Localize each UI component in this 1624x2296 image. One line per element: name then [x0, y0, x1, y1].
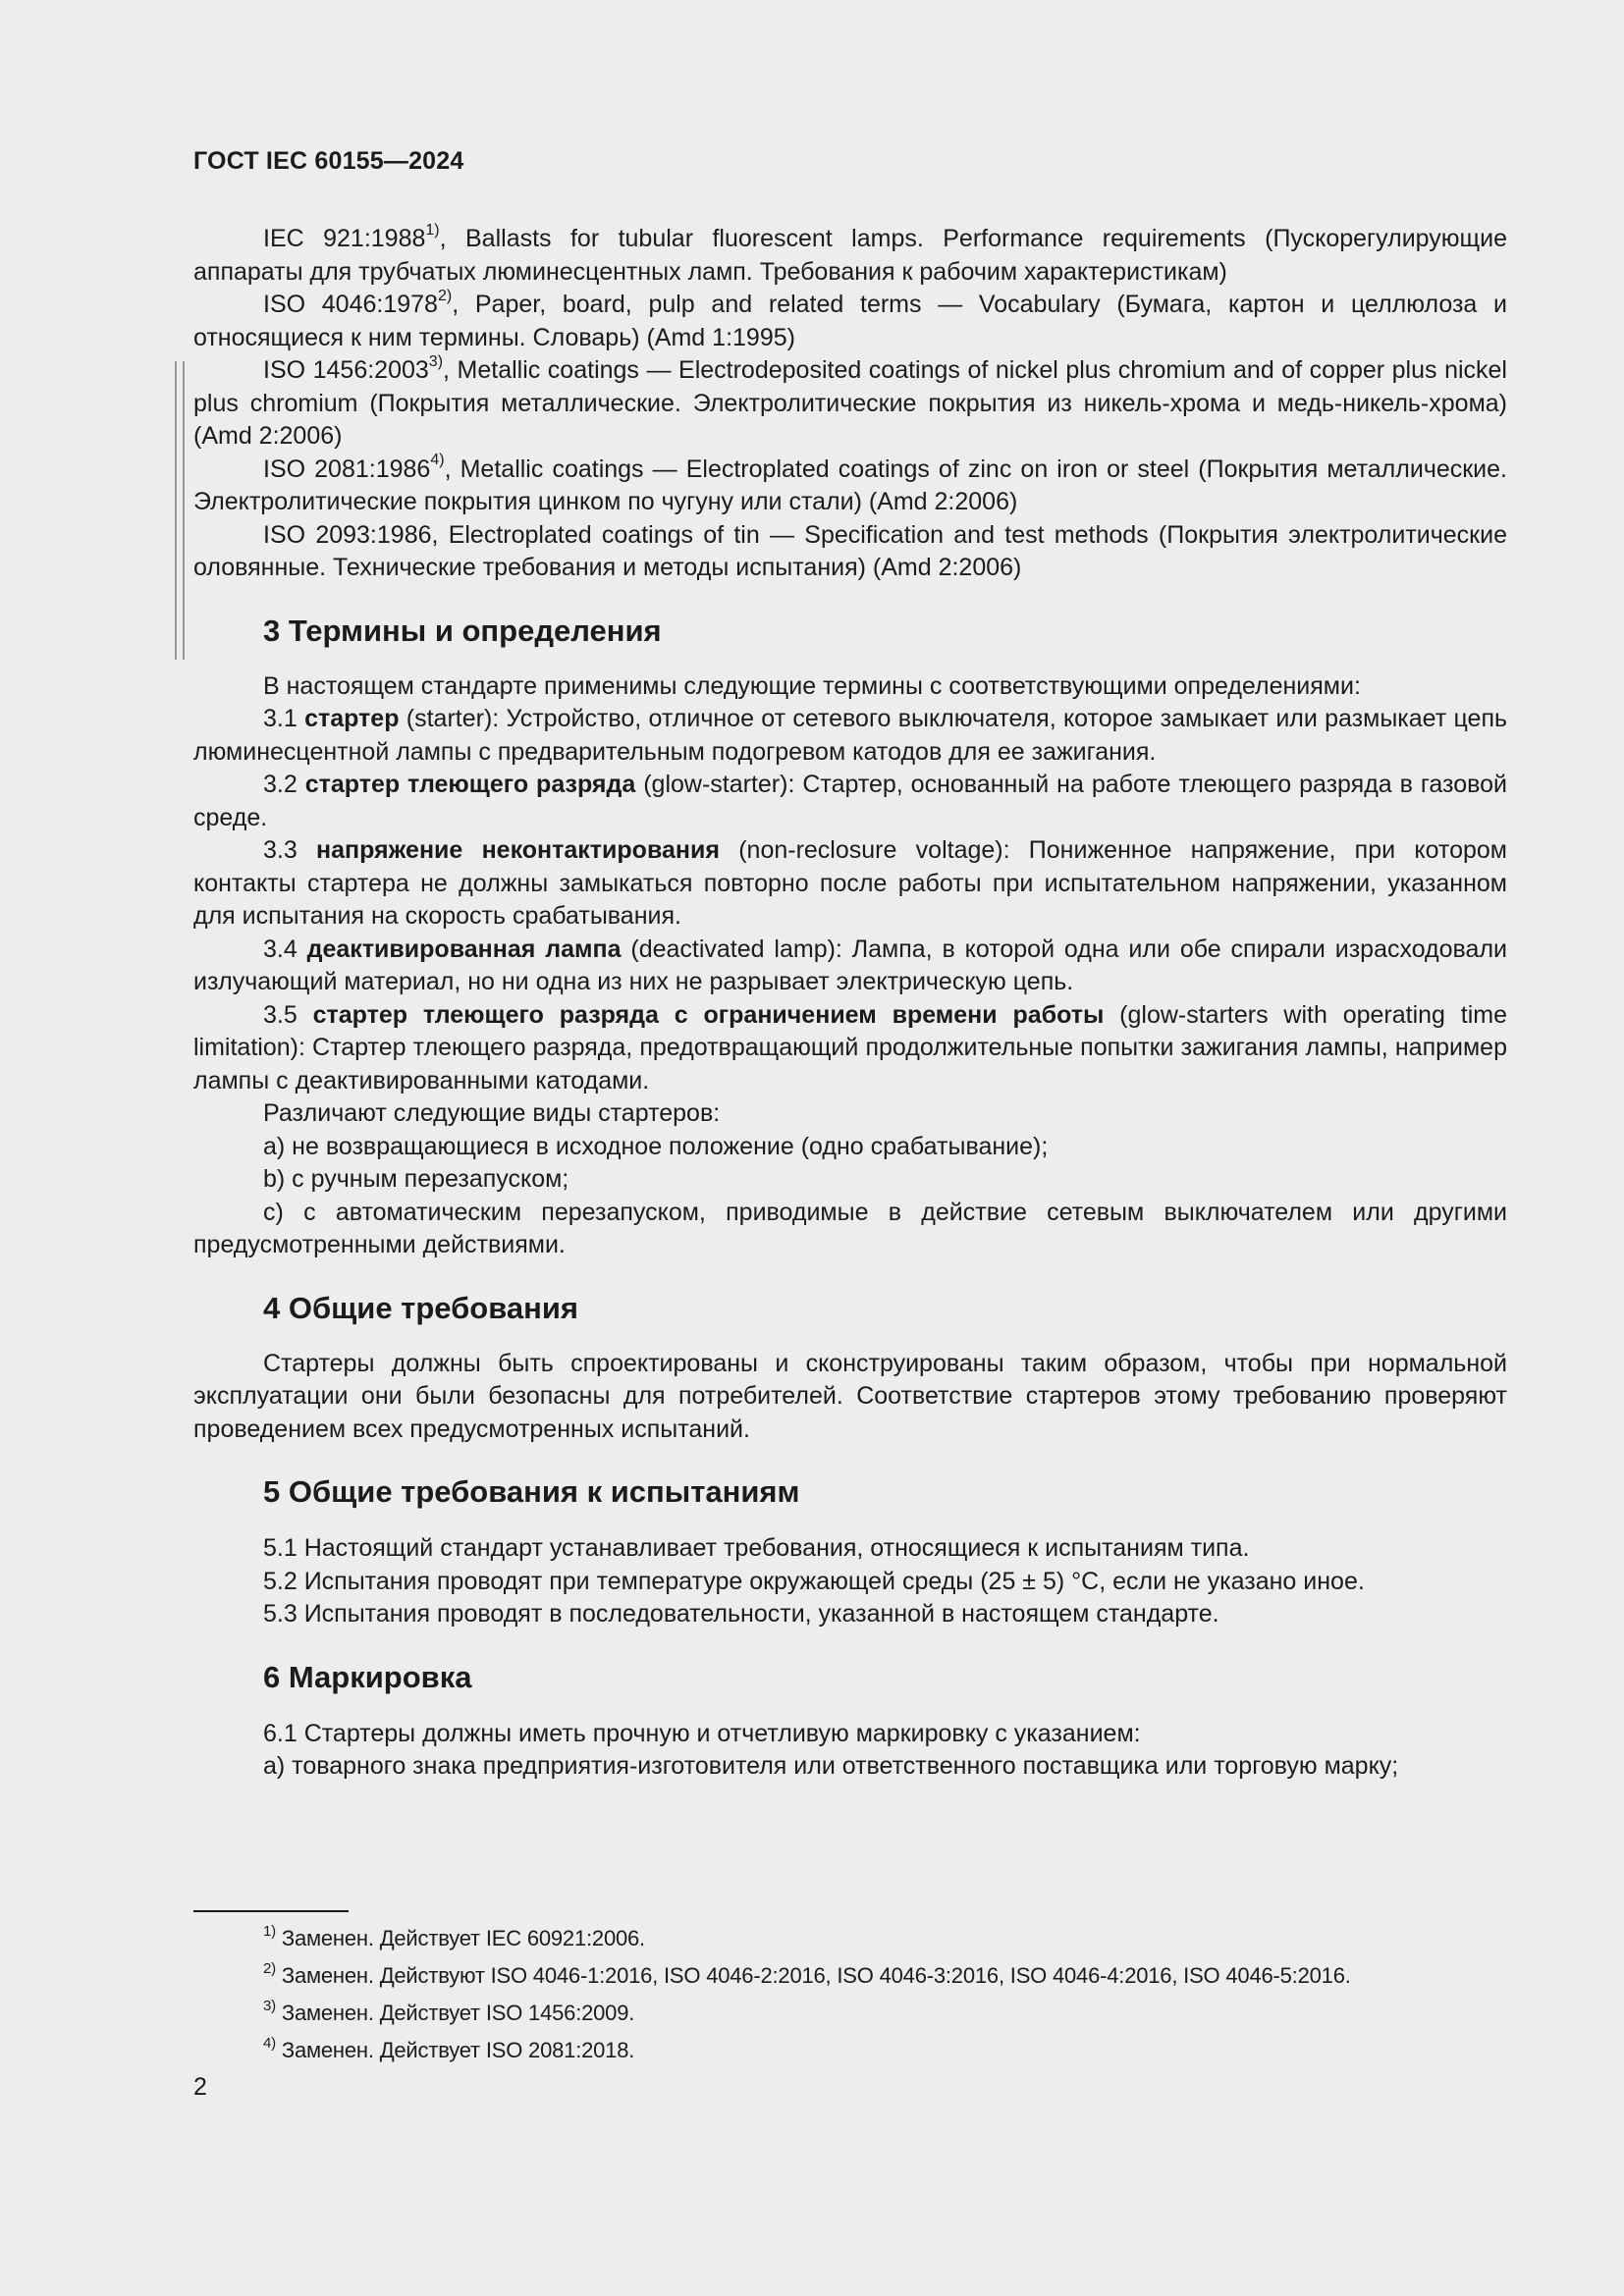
- term-name: напряжение неконтактирования: [316, 836, 720, 864]
- starter-kind-item: a) не возвращающиеся в исходное положение (одно срабатывание);: [263, 1132, 1049, 1160]
- term-name: деактивированная лампа: [306, 934, 622, 963]
- starter-kind-item: b) с ручным перезапуском;: [263, 1165, 569, 1193]
- section-6-item: 6.1 Стартеры должны иметь прочную и отчетливую маркировку с указанием:: [263, 1719, 1141, 1747]
- reference-item: ISO 2081:1986$^{4)}$, Metallic coatings — Electroplated coatings of zinc on iron or steel (Покрытия металлические. Электролитические покрытия цинком по чугуну или стали) (Amd 2:2006): [193, 452, 1507, 515]
- reference-item: IEC 921:1988$^{1)}$, Ballasts for tubular fluorescent lamps. Performance requirements (Пускорегулирующие аппараты для трубчатых люминесцентных ламп. Требования к рабочим характеристикам): [193, 221, 1507, 286]
- footnote-item: $^{1)}$ Заменен. Действует IEC 60921:2006.: [263, 1922, 645, 1950]
- starter-kind-item: c) с автоматическим перезапуском, приводимые в действие сетевым выключателем или другими предусмотренными действиями.: [193, 1198, 1507, 1258]
- starter-kinds-intro: Различают следующие виды стартеров:: [263, 1099, 721, 1127]
- term-definition: 3.1 стартер (starter): Устройство, отличное от сетевого выключателя, которое замыкает или размыкает цепь люминесцентной лампы с предварительным подогревом катодов для ее зажигания.: [193, 705, 1508, 766]
- footnote-item: $^{2)}$ Заменен. Действуют ISO 4046-1:2016, ISO 4046-2:2016, ISO 4046-3:2016, ISO 4046-4:2016, ISO 4046-5:2016.: [263, 1959, 1351, 1988]
- change-bar-marker: [175, 361, 185, 660]
- term-definition: 3.4 деактивированная лампа (deactivated lamp): Лампа, в которой одна или обе спирали израсходовали излучающий материал, но ни одна из них не разрывает электрическую цепь.: [193, 934, 1508, 995]
- section-4-heading: 4 Общие требования: [263, 1290, 578, 1325]
- footnotes: [193, 1910, 1507, 2069]
- footnote-item: $^{3)}$ Заменен. Действует ISO 1456:2009.: [263, 1997, 635, 2025]
- section-5-heading: 5 Общие требования к испытаниям: [263, 1474, 800, 1509]
- document-code-header: ГОСТ IEC 60155—2024: [193, 147, 464, 175]
- section-5-item: 5.1 Настоящий стандарт устанавливает требования, относящиеся к испытаниям типа.: [263, 1534, 1250, 1562]
- reference-item: ISO 4046:1978$^{2)}$, Paper, board, pulp and related terms — Vocabulary (Бумага, картон и целлюлоза и относящиеся к ним термины. Словарь) (Amd 1:1995): [193, 287, 1507, 351]
- reference-item: ISO 2093:1986, Electroplated coatings of tin — Specification and test methods (Покрытия электролитические оловянные. Технические требования и методы испытания) (Amd 2:2006): [193, 520, 1507, 581]
- footnote-separator: [193, 1910, 349, 1912]
- section-5-item: 5.2 Испытания проводят при температуре окружающей среды (25 ± 5) °С, если не указано иное.: [263, 1567, 1365, 1595]
- footnote-item: $^{4)}$ Заменен. Действует ISO 2081:2018.: [263, 2034, 635, 2062]
- term-name: стартер тлеющего разряда: [304, 771, 636, 798]
- page-number: 2: [193, 2073, 207, 2101]
- term-name: стартер тлеющего разряда с ограничением времени работы: [312, 1000, 1105, 1029]
- section-6-heading: 6 Маркировка: [263, 1659, 472, 1694]
- section-5-item: 5.3 Испытания проводят в последовательности, указанной в настоящем стандарте.: [263, 1600, 1219, 1628]
- section-4-text: Стартеры должны быть спроектированы и сконструированы таким образом, чтобы при нормальной эксплуатации они были безопасны для потребителей. Соответствие стартеров этому требованию проверяют проведением всех предусмотренных испытаний.: [193, 1349, 1507, 1443]
- section-3-heading: 3 Термины и определения: [263, 613, 662, 648]
- term-name: стартер: [304, 705, 400, 732]
- section-3-intro: В настоящем стандарте применимы следующие термины с соответствующими определениями:: [263, 671, 1361, 700]
- section-6-item: a) товарного знака предприятия-изготовителя или ответственного поставщика или торговую марку;: [263, 1752, 1399, 1780]
- term-definition: 3.5 стартер тлеющего разряда с ограничением времени работы (glow-starters with operating time limitation): Стартер тлеющего разряда, предотвращающий продолжительные попытки зажигания лампы, например лампы с деактивированными катодами.: [193, 1000, 1507, 1095]
- reference-item: ISO 1456:2003$^{3)}$, Metallic coatings — Electrodeposited coatings of nickel plus chromium and of copper plus nickel plus chromium (Покрытия металлические. Электролитические покрытия из никель-хрома и медь-никель-хрома) (Amd 2:2006): [193, 352, 1507, 450]
- term-definition: 3.3 напряжение неконтактирования (non-reclosure voltage): Пониженное напряжение, при котором контакты стартера не должны замыкаться повторно после работы при испытательном напряжении, указанном для испытания на скорость срабатывания.: [193, 836, 1507, 930]
- page-body: [193, 223, 1507, 1784]
- term-definition: 3.2 стартер тлеющего разряда (glow-starter): Стартер, основанный на работе тлеющего разряда в газовой среде.: [193, 771, 1508, 831]
- amended-references-block: [193, 289, 1507, 585]
- normative-references-list: [193, 223, 1507, 585]
